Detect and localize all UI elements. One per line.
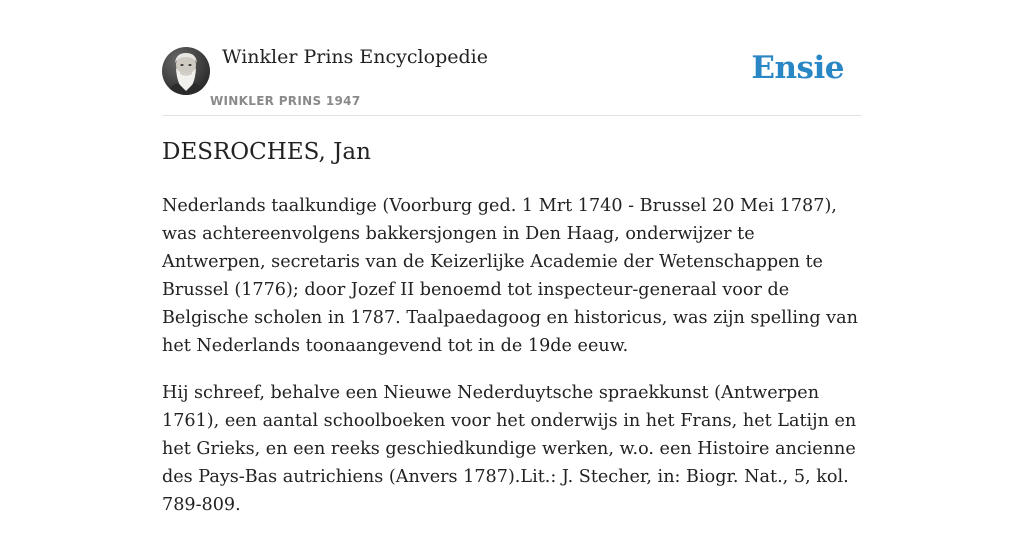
source-header [162, 0, 862, 116]
entry-body [162, 192, 862, 538]
entry-paragraph: Nederlands taalkundige (Voorburg ged. 1 Mrt 1740 - Brussel 20 Mei 1787), was achtereenvolgens bakkersjongen in Den Haag, onderwijzer te Antwerpen, secretaris van de Keizerlijke Academie der Wetenschappen te Brussel (1776); door Jozef II benoemd tot inspecteur-generaal voor de Belgische scholen in 1787. Taalpaedagoog en historicus, was zijn spelling van het Nederlands toonaangevend tot in de 19de eeuw. [162, 196, 858, 356]
entry-paragraph: Hij schreef, behalve een Nieuwe Nederduytsche spraekkunst (Antwerpen 1761), een aantal schoolboeken voor het onderwijs in het Frans, het Latijn en het Grieks, en een reeks geschiedkundige werken, w.o. een Histoire ancienne des Pays-Bas autrichiens (Anvers 1787).Lit.: J. Stecher, in: Biogr. Nat., 5, kol. 789-809. [162, 383, 857, 515]
source-title[interactable]: Winkler Prins Encyclopedie [222, 46, 488, 68]
ensie-logo[interactable]: Ensie [751, 50, 844, 86]
source-subtitle[interactable]: WINKLER PRINS 1947 [210, 94, 361, 108]
avatar[interactable] [162, 47, 210, 95]
bearded-man-portrait-icon [162, 47, 210, 95]
page-container [162, 0, 862, 515]
entry-title: DESROCHES, Jan [162, 139, 371, 165]
